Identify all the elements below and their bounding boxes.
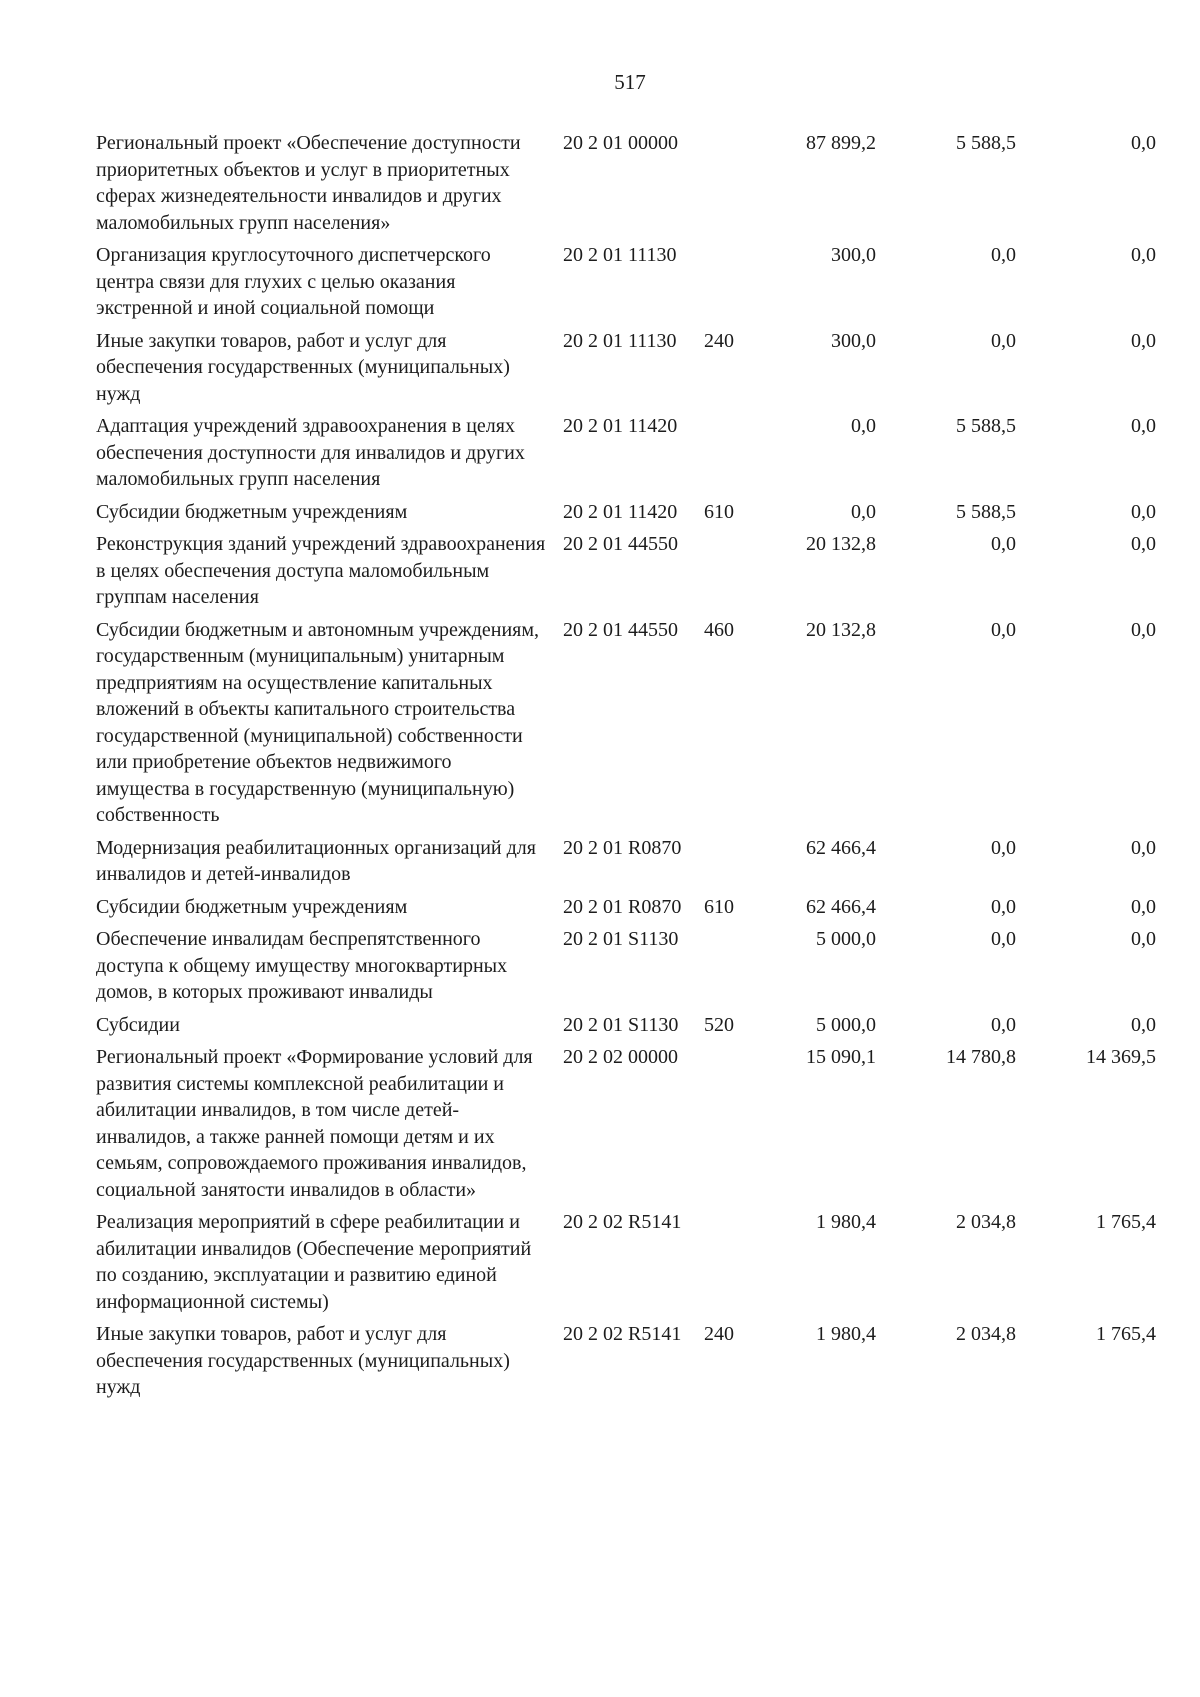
row-value-1: 1 980,4: [816, 1211, 876, 1233]
row-value-2: 0,0: [991, 618, 1016, 641]
table-row: [96, 328, 1166, 408]
table-row: [96, 499, 1166, 526]
row-expense-type: [696, 1209, 756, 1315]
row-code: 20 2 01 11130: [563, 329, 677, 352]
row-value-1: 15 090,1: [806, 1046, 876, 1068]
row-expense-type: 460: [704, 618, 734, 641]
row-name: Организация круглосуточного диспетчерского центра связи для глухих с целью оказания экстренной и иной социальной помощи: [96, 244, 491, 319]
table-row: [96, 1012, 1166, 1039]
table-row: [96, 531, 1166, 611]
row-code: 20 2 01 11420: [563, 500, 678, 523]
row-value-3: 0,0: [1131, 836, 1156, 859]
row-value-2: 0,0: [991, 533, 1016, 555]
row-value-2: 0,0: [991, 1013, 1016, 1036]
row-value-2: 14 780,8: [946, 1046, 1016, 1068]
table-row: [96, 413, 1166, 493]
row-value-1: 1 980,4: [816, 1323, 876, 1345]
row-value-1: 5 000,0: [816, 928, 876, 950]
row-value-2: 5 588,5: [956, 500, 1016, 523]
row-code: 20 2 01 S1130: [563, 928, 679, 950]
row-name: Субсидии бюджетным и автономным учреждениям, государственным (муниципальным) унитарным предприятиям на осуществление капитальных вложений в объекты капитального строительства государственной (муниципальной) собственности или приобретение объектов недвижимого имущества в государственную (муниципальную) собственность: [96, 618, 540, 826]
table-row: [96, 1321, 1166, 1401]
table-row: [96, 242, 1166, 322]
row-name: Субсидии: [96, 1013, 180, 1036]
row-value-3: 0,0: [1131, 415, 1156, 437]
row-expense-type: 520: [704, 1013, 734, 1036]
row-value-3: 1 765,4: [1096, 1211, 1156, 1233]
row-expense-type: [696, 1044, 756, 1203]
row-expense-type: [696, 242, 756, 322]
row-code: 20 2 01 44550: [563, 618, 678, 641]
row-name: Иные закупки товаров, работ и услуг для обеспечения государственных (муниципальных) нужд: [96, 1323, 510, 1398]
row-value-2: 2 034,8: [956, 1323, 1016, 1345]
row-code: 20 2 02 R5141: [563, 1323, 682, 1345]
row-name: Обеспечение инвалидам беспрепятственного доступа к общему имуществу многоквартирных домов, в которых проживают инвалиды: [96, 928, 508, 1003]
row-expense-type: 240: [704, 1323, 734, 1345]
row-value-2: 0,0: [991, 895, 1016, 918]
row-value-3: 0,0: [1131, 244, 1156, 266]
row-name: Реализация мероприятий в сфере реабилитации и абилитации инвалидов (Обеспечение мероприятий по созданию, эксплуатации и развитию единой информационной системы): [96, 1211, 532, 1313]
row-expense-type: 610: [704, 895, 734, 918]
row-value-1: 62 466,4: [806, 895, 876, 918]
row-value-1: 20 132,8: [806, 533, 876, 555]
row-value-3: 0,0: [1131, 928, 1156, 950]
row-name: Модернизация реабилитационных организаций для инвалидов и детей-инвалидов: [96, 836, 536, 885]
row-name: Субсидии бюджетным учреждениям: [96, 895, 408, 918]
row-value-1: 0,0: [851, 500, 876, 523]
row-expense-type: 240: [704, 329, 734, 352]
row-name: Региональный проект «Формирование условий для развития системы комплексной реабилитации и абилитации инвалидов, в том числе детей-инвалидов, а также ранней помощи детям и их семьям, сопровождаемого проживания инвалидов, социальной занятости инвалидов в области»: [96, 1046, 533, 1201]
row-value-3: 0,0: [1131, 618, 1156, 641]
row-value-3: 0,0: [1131, 895, 1156, 918]
row-value-1: 0,0: [851, 415, 876, 437]
row-value-1: 300,0: [831, 244, 876, 266]
table-row: [96, 926, 1166, 1006]
row-value-2: 5 588,5: [956, 132, 1016, 154]
row-code: 20 2 01 R0870: [563, 895, 682, 918]
row-code: 20 2 01 S1130: [563, 1013, 679, 1036]
row-value-1: 300,0: [831, 329, 876, 352]
table-row: [96, 617, 1166, 829]
row-value-3: 0,0: [1131, 329, 1156, 352]
budget-table: [96, 130, 1166, 1407]
row-name: Адаптация учреждений здравоохранения в целях обеспечения доступности для инвалидов и других маломобильных групп населения: [96, 415, 525, 490]
row-value-1: 20 132,8: [806, 618, 876, 641]
row-expense-type: [696, 926, 756, 1006]
row-code: 20 2 01 R0870: [563, 836, 682, 859]
row-value-2: 0,0: [991, 928, 1016, 950]
row-code: 20 2 01 44550: [563, 533, 678, 555]
row-value-1: 5 000,0: [816, 1013, 876, 1036]
row-value-1: 87 899,2: [806, 132, 876, 154]
row-expense-type: [696, 531, 756, 611]
row-code: 20 2 02 R5141: [563, 1211, 682, 1233]
table-row: [96, 835, 1166, 888]
row-value-3: 14 369,5: [1086, 1046, 1156, 1068]
row-value-2: 2 034,8: [956, 1211, 1016, 1233]
row-value-2: 5 588,5: [956, 415, 1016, 437]
table-row: [96, 130, 1166, 236]
row-value-3: 0,0: [1131, 533, 1156, 555]
row-expense-type: 610: [704, 500, 734, 523]
row-value-2: 0,0: [991, 329, 1016, 352]
row-value-2: 0,0: [991, 244, 1016, 266]
row-value-3: 0,0: [1131, 132, 1156, 154]
row-expense-type: [696, 130, 756, 236]
table-row: [96, 894, 1166, 921]
row-code: 20 2 01 00000: [563, 132, 678, 154]
table-row: [96, 1209, 1166, 1315]
row-value-3: 0,0: [1131, 500, 1156, 523]
row-code: 20 2 01 11130: [563, 244, 677, 266]
row-value-2: 0,0: [991, 836, 1016, 859]
row-code: 20 2 01 11420: [563, 415, 678, 437]
row-name: Субсидии бюджетным учреждениям: [96, 500, 408, 523]
page-number: 517: [614, 70, 646, 94]
row-code: 20 2 02 00000: [563, 1046, 678, 1068]
row-expense-type: [696, 413, 756, 493]
row-value-3: 1 765,4: [1096, 1323, 1156, 1345]
row-value-3: 0,0: [1131, 1013, 1156, 1036]
row-expense-type: [696, 835, 756, 888]
table-row: [96, 1044, 1166, 1203]
row-name: Иные закупки товаров, работ и услуг для обеспечения государственных (муниципальных) нужд: [96, 329, 510, 405]
row-name: Реконструкция зданий учреждений здравоохранения в целях обеспечения доступа маломобильным группам населения: [96, 533, 546, 608]
row-value-1: 62 466,4: [806, 836, 876, 859]
row-name: Региональный проект «Обеспечение доступности приоритетных объектов и услуг в приоритетных сферах жизнедеятельности инвалидов и других маломобильных групп населения»: [96, 132, 521, 234]
